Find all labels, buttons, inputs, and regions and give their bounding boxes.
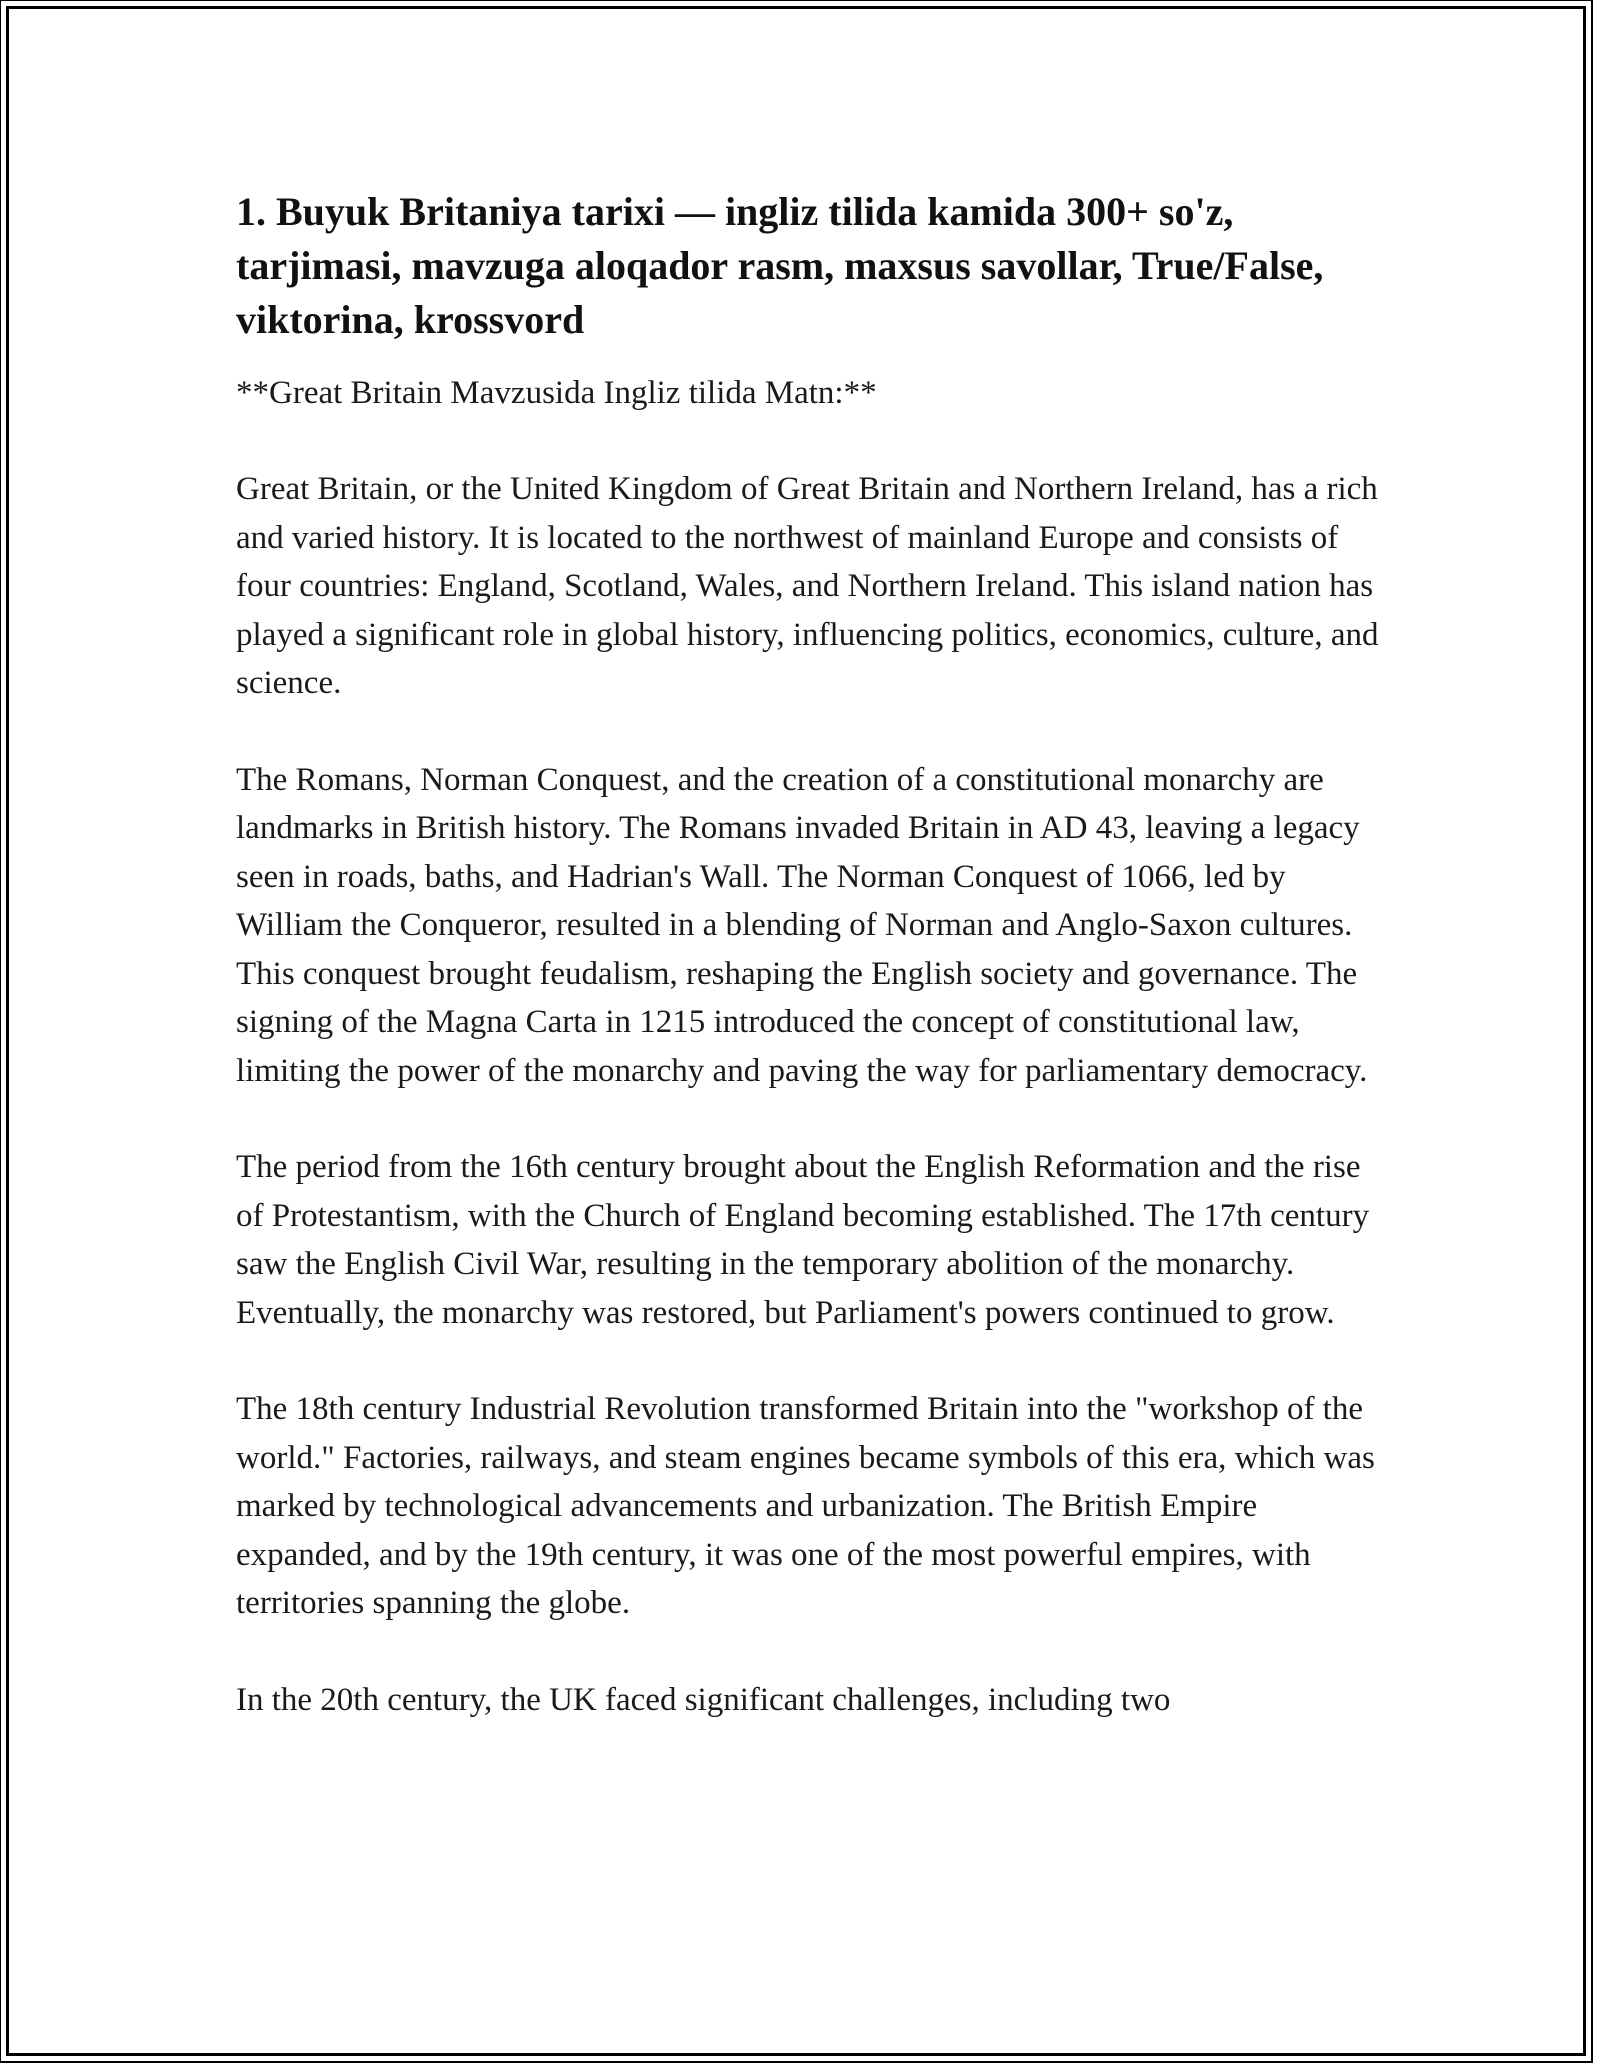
paragraph-romans-norman: The Romans, Norman Conquest, and the creation of a constitutional monarchy are landmarks in British history. The Romans invaded Britain in AD 43, leaving a legacy seen in roads, baths, and Hadrian's Wall. The Norman Conquest of 1066, led by William the Conqueror, resulted in a blending of Norman and Anglo-Saxon cultures. This conquest brought feudalism, reshaping the English society and governance. The signing of the Magna Carta in 1215 introduced the concept of constitutional law, limiting the power of the monarchy and paving the way for parliamentary democracy. (236, 761, 1368, 1089)
paragraph-industrial-revolution: The 18th century Industrial Revolution transformed Britain into the "workshop of the world." Factories, railways, and steam engines became symbols of this era, which was marked by technological advancements and urbanization. The British Empire expanded, and by the 19th century, it was one of the most powerful empires, with territories spanning the globe. (236, 1391, 1375, 1621)
paragraph-20th-century: In the 20th century, the UK faced significant challenges, including two (236, 1681, 1171, 1718)
paragraph-reformation: The period from the 16th century brought about the English Reformation and the rise of Protestantism, with the Church of England becoming established. The 17th century saw the English Civil War, resulting in the temporary abolition of the monarchy. Eventually, the monarchy was restored, but Parliament's powers continued to grow. (236, 1149, 1370, 1331)
section-subheading: **Great Britain Mavzusida Ingliz tilida Matn:** (236, 375, 877, 411)
document-body (236, 185, 1396, 1772)
paragraph-intro: Great Britain, or the United Kingdom of Great Britain and Northern Ireland, has a rich and varied history. It is located to the northwest of mainland Europe and consists of four countries: England, Scotland, Wales, and Northern Ireland. This island nation has played a significant role in global history, influencing politics, economics, culture, and science. (236, 471, 1379, 701)
document-title: 1. Buyuk Britaniya tarixi — ingliz tilida kamida 300+ so'z, tarjimasi, mavzuga aloqador rasm, maxsus savollar, True/False, viktorina, krossvord (236, 189, 1324, 342)
